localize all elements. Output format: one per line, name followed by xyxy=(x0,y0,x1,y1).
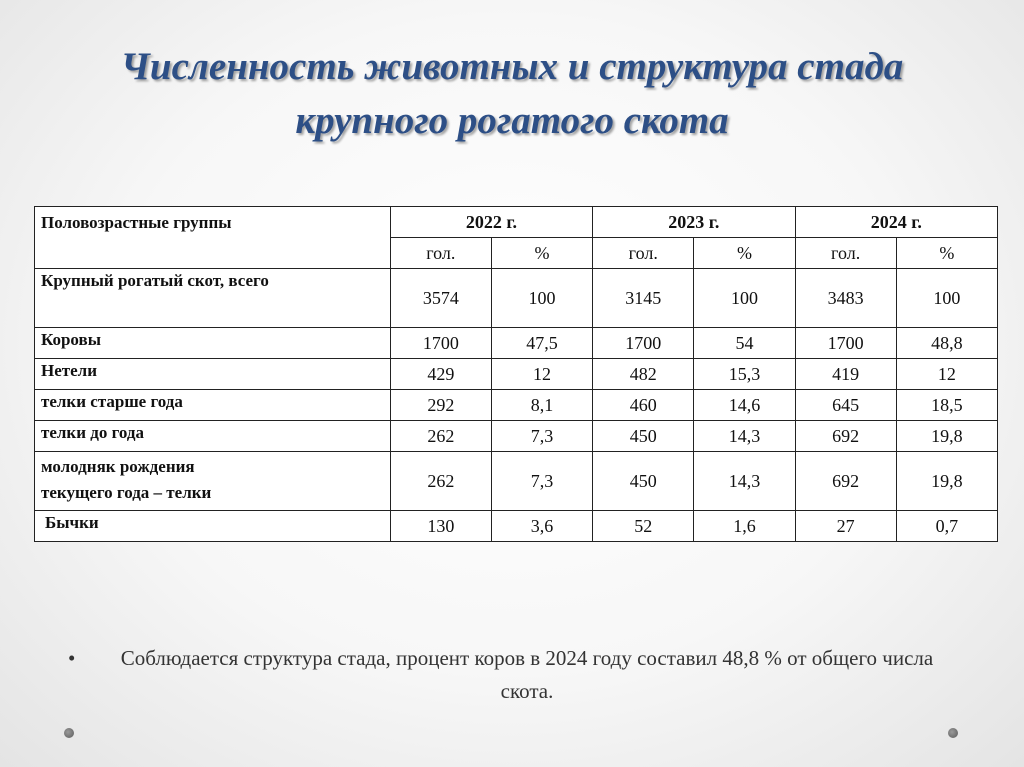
row-label xyxy=(35,452,391,511)
cell-value: 12 xyxy=(491,359,592,390)
count-header: гол. xyxy=(593,238,694,269)
row-label: Бычки xyxy=(35,511,391,542)
cell-value: 47,5 xyxy=(491,328,592,359)
cell-value: 3145 xyxy=(593,269,694,328)
table-row xyxy=(35,511,998,542)
cell-value: 1700 xyxy=(593,328,694,359)
cell-value: 450 xyxy=(593,421,694,452)
percent-header: % xyxy=(896,238,997,269)
cell-value: 419 xyxy=(795,359,896,390)
percent-header: % xyxy=(491,238,592,269)
cell-value: 1,6 xyxy=(694,511,795,542)
cell-value: 3483 xyxy=(795,269,896,328)
slide-title-line-1: Численность животных и структура стада xyxy=(120,45,904,88)
cell-value: 3574 xyxy=(390,269,491,328)
cell-value: 482 xyxy=(593,359,694,390)
row-label: телки до года xyxy=(35,421,391,452)
table-header-row xyxy=(35,207,998,238)
cell-value: 27 xyxy=(795,511,896,542)
slide-title xyxy=(40,40,984,148)
cell-value: 262 xyxy=(390,421,491,452)
cell-value: 100 xyxy=(491,269,592,328)
cell-value: 692 xyxy=(795,421,896,452)
cell-value: 14,3 xyxy=(694,452,795,511)
year-header-2022: 2022 г. xyxy=(390,207,592,238)
cell-value: 450 xyxy=(593,452,694,511)
year-header-2024: 2024 г. xyxy=(795,207,997,238)
row-label: Нетели xyxy=(35,359,391,390)
slide-decoration-dot-right xyxy=(948,728,958,738)
cell-value: 130 xyxy=(390,511,491,542)
table-row xyxy=(35,452,998,511)
row-label: Коровы xyxy=(35,328,391,359)
cell-value: 12 xyxy=(896,359,997,390)
cell-value: 100 xyxy=(694,269,795,328)
cell-value: 8,1 xyxy=(491,390,592,421)
herd-structure-table xyxy=(34,206,998,542)
summary-note xyxy=(60,642,964,708)
cell-value: 15,3 xyxy=(694,359,795,390)
bullet-marker: • xyxy=(68,646,76,670)
row-label: Крупный рогатый скот, всего xyxy=(35,269,391,328)
cell-value: 692 xyxy=(795,452,896,511)
cell-value: 262 xyxy=(390,452,491,511)
cell-value: 7,3 xyxy=(491,452,592,511)
cell-value: 1700 xyxy=(795,328,896,359)
cell-value: 14,3 xyxy=(694,421,795,452)
group-column-header: Половозрастные группы xyxy=(35,207,391,269)
cell-value: 645 xyxy=(795,390,896,421)
table-row xyxy=(35,359,998,390)
percent-header: % xyxy=(694,238,795,269)
row-label-line-2: текущего года – телки xyxy=(41,483,212,502)
table-row xyxy=(35,269,998,328)
cell-value: 0,7 xyxy=(896,511,997,542)
row-label-line-1: молодняк рождения xyxy=(41,457,195,476)
cell-value: 18,5 xyxy=(896,390,997,421)
count-header: гол. xyxy=(390,238,491,269)
cell-value: 460 xyxy=(593,390,694,421)
cell-value: 48,8 xyxy=(896,328,997,359)
cell-value: 3,6 xyxy=(491,511,592,542)
cell-value: 1700 xyxy=(390,328,491,359)
cell-value: 54 xyxy=(694,328,795,359)
cell-value: 14,6 xyxy=(694,390,795,421)
year-header-2023: 2023 г. xyxy=(593,207,795,238)
cell-value: 19,8 xyxy=(896,452,997,511)
cell-value: 52 xyxy=(593,511,694,542)
table-row xyxy=(35,421,998,452)
summary-note-text: Соблюдается структура стада, процент коров в 2024 году составил 48,8 % от общего числа скота. xyxy=(120,646,934,703)
cell-value: 7,3 xyxy=(491,421,592,452)
row-label: телки старше года xyxy=(35,390,391,421)
slide-decoration-dot-left xyxy=(64,728,74,738)
cell-value: 19,8 xyxy=(896,421,997,452)
slide-title-line-2: крупного рогатого скота xyxy=(295,99,729,142)
cell-value: 429 xyxy=(390,359,491,390)
cell-value: 292 xyxy=(390,390,491,421)
count-header: гол. xyxy=(795,238,896,269)
cell-value: 100 xyxy=(896,269,997,328)
table-row xyxy=(35,390,998,421)
table-row xyxy=(35,328,998,359)
